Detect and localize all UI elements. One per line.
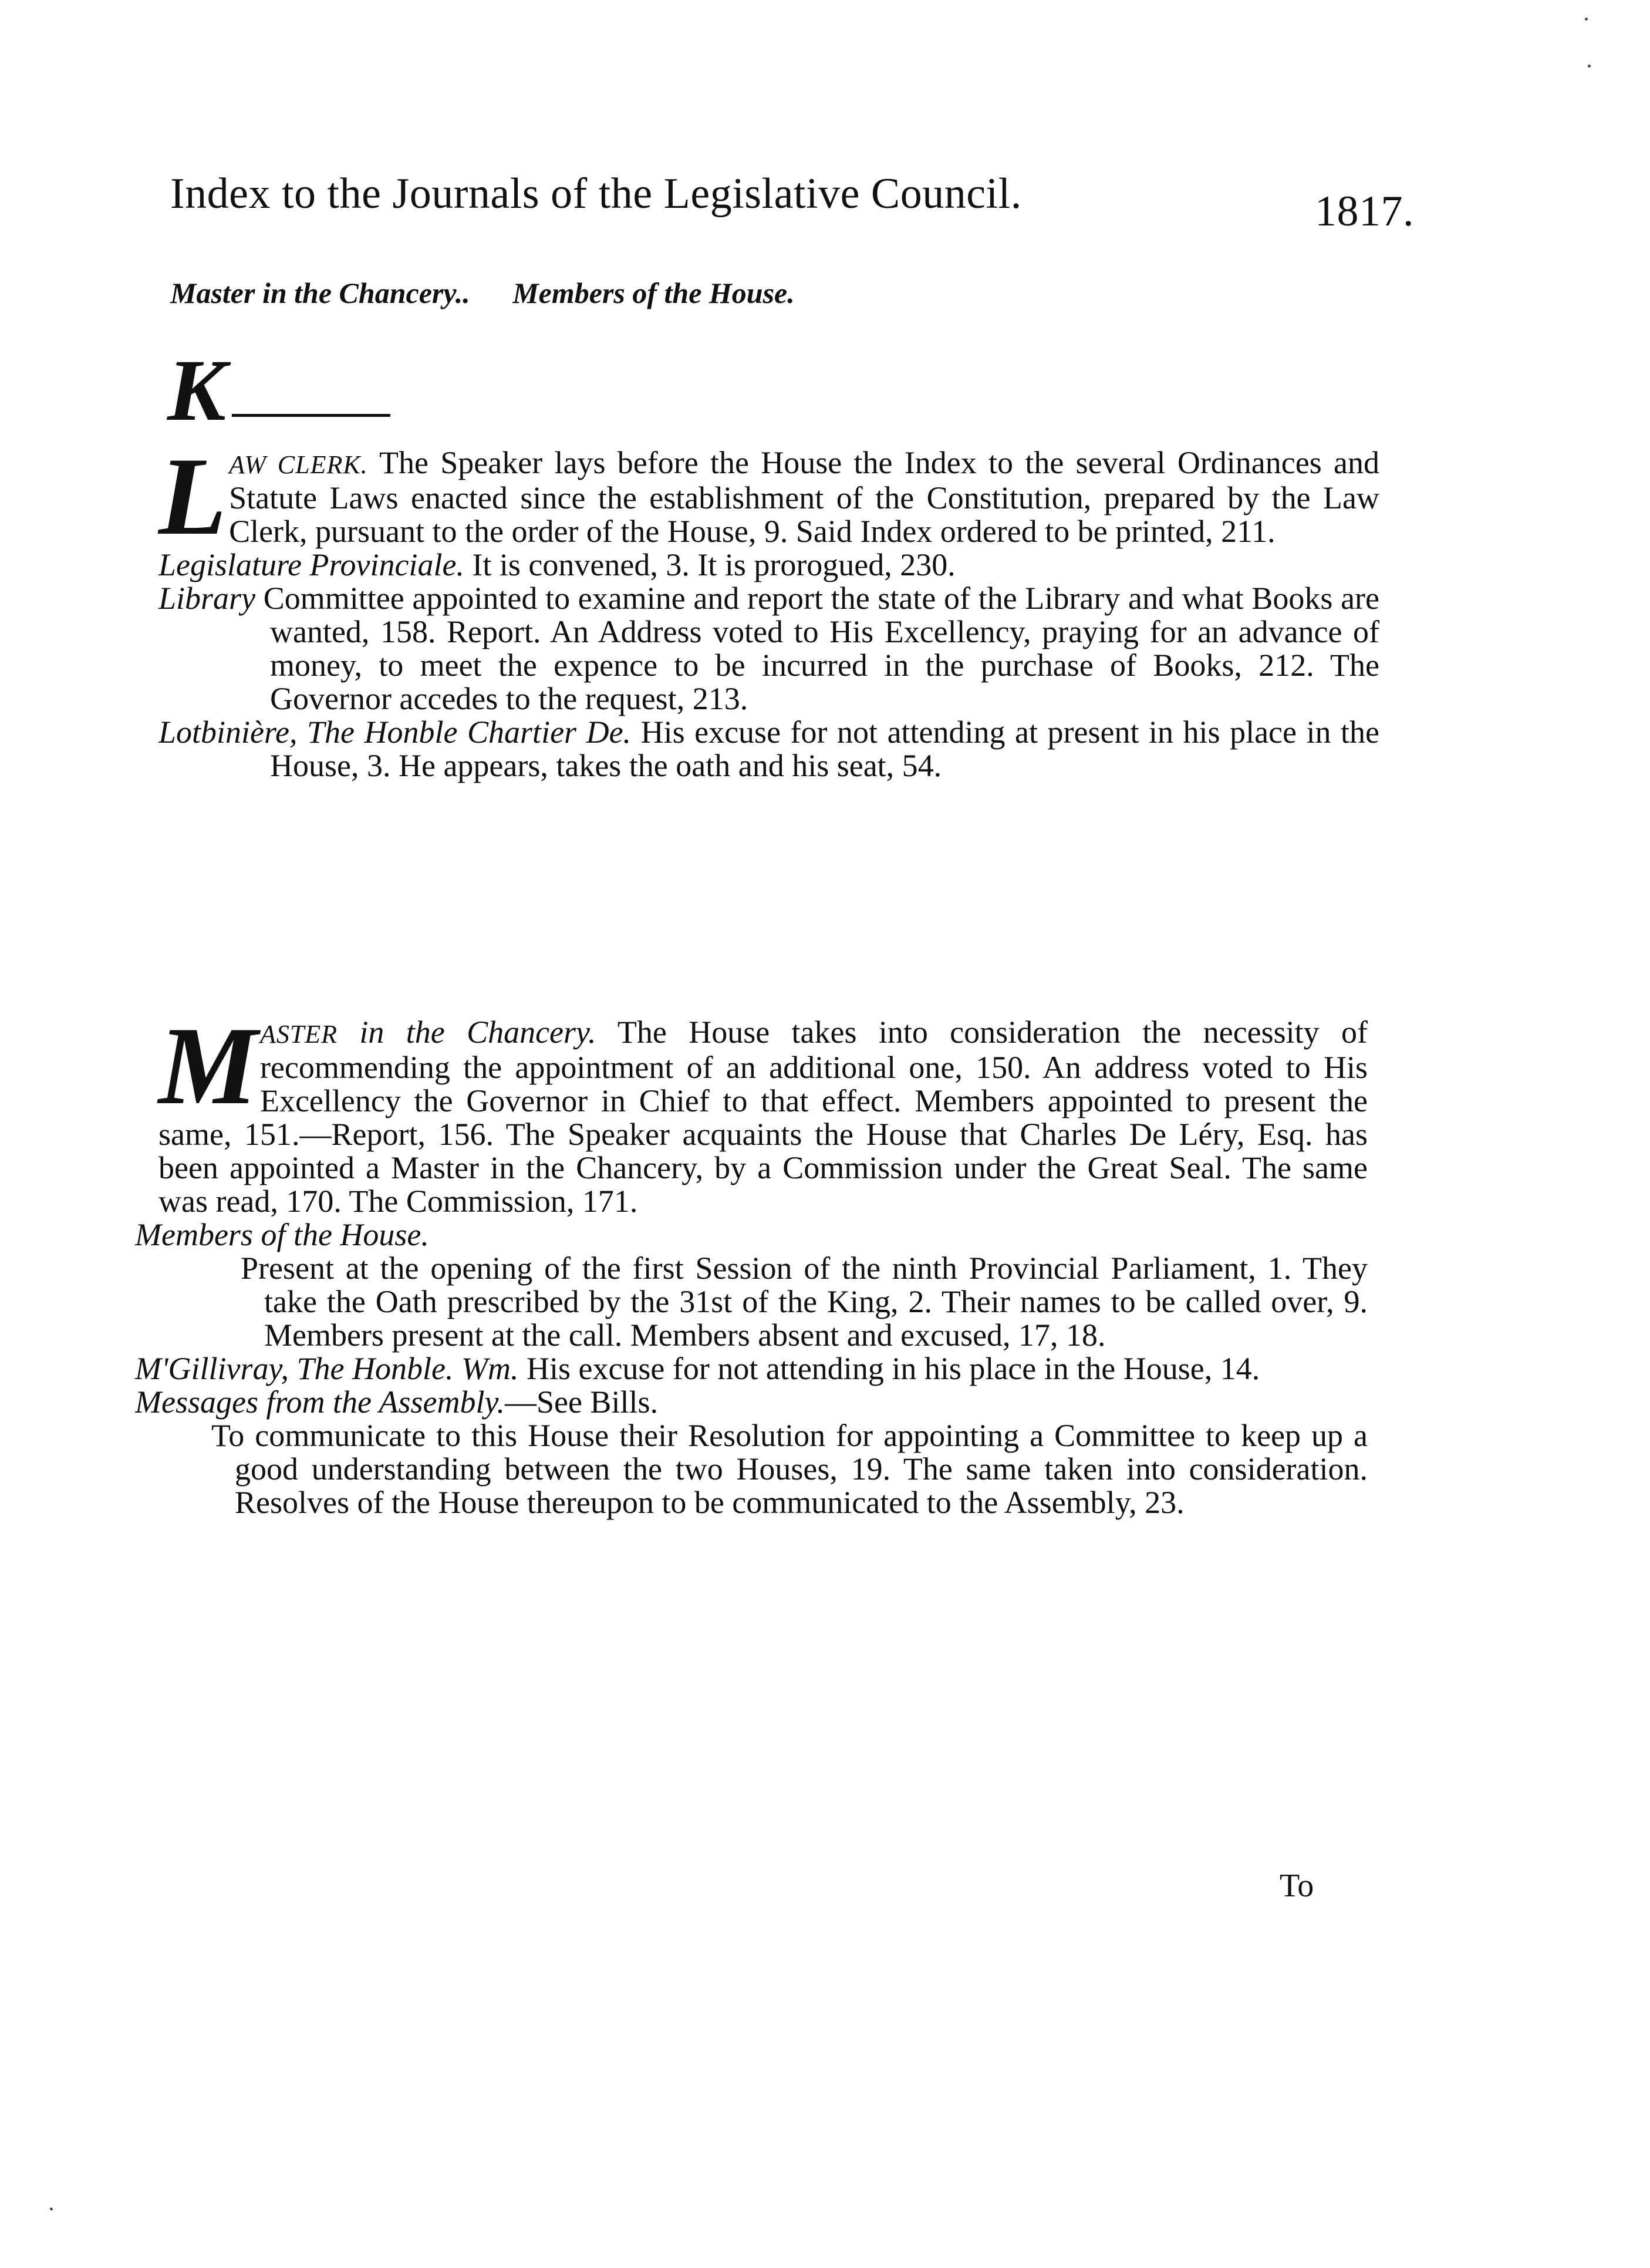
drop-cap-m: M [158,1005,258,1128]
entry-master-chancery [158,1005,1368,1219]
section-m [135,1005,1368,1520]
entry-lotbiniere [158,716,1379,783]
entry-mgillivray [135,1352,1368,1386]
entry-legislature [158,548,1379,582]
entry-text: Committee appointed to examine and report the state of the Library and what Books are wanted, 158. Report. An Address voted to His Excellency, praying for an advance of money, to meet the expence to be incurred in the purchase of Books, 212. The Governor accedes to the request, 213. [263,581,1379,716]
entry-members-present [158,1252,1368,1352]
entry-text: It is convened, 3. It is prorogued, 230. [472,547,956,582]
entry-head: Members of the House. [135,1217,429,1252]
paper-speck [50,2208,53,2210]
entry-head: Library [158,581,256,616]
entry-lead: ASTER [259,1020,338,1049]
entry-text: —See Bills. [504,1384,658,1420]
entry-members-house [135,1218,1368,1252]
section-l [158,435,1379,783]
entry-lead-rest: in the Chancery. [359,1015,596,1050]
running-head [170,276,795,310]
entry-messages-communicate [158,1419,1368,1519]
header-year: 1817. [1315,187,1414,235]
entry-head: Legislature Provinciale. [158,547,464,582]
section-letter-k: K [167,342,227,439]
section-k-rule [232,414,390,417]
entry-head: M'Gillivray, The Honble. Wm. [135,1351,519,1386]
entry-text: The Speaker lays before the House the Index to the several Ordinances and Statute Laws enacted since the establishment of the Constitution, prepared by the Law Clerk, pursuant to the order of the House, 9. Said Index ordered to be printed, 211. [229,445,1379,549]
drop-cap-l: L [158,435,227,558]
entry-head: Lotbinière, The Honble Chartier De. [158,715,632,750]
header-title: Index to the Journals of the Legislative Council. [170,170,1022,218]
entry-text: His excuse for not attending at present in his place in the House, 3. He appears, takes the oath and his seat, 54. [270,715,1379,783]
entry-lead: AW CLERK. [229,450,368,479]
page-header [170,169,1414,235]
entry-library [158,582,1379,716]
entry-head: Messages from the Assembly. [135,1384,505,1420]
running-head-left: Master in the Chancery.. [170,277,470,309]
entry-messages-assembly [135,1386,1368,1419]
entry-text: Present at the opening of the first Session of the ninth Provincial Parliament, 1. They take the Oath prescribed by the 31st of the King, 2. Their names to be called over, 9. Members present at the call. Members absent and excused, 17, 18. [241,1251,1368,1353]
catchword: To [1280,1868,1314,1904]
entry-text: To communicate to this House their Resolution for appointing a Committee to keep up a good understanding between the two Houses, 19. The same taken into consideration. Resolves of the House thereupon to be communicated to the Assembly, 23. [211,1418,1368,1520]
running-head-right: Members of the House. [512,277,795,309]
paper-speck [1585,18,1588,21]
paper-speck [1588,65,1591,68]
entry-text: His excuse for not attending in his place in the House, 14. [526,1351,1260,1386]
entry-law-clerk [158,435,1379,558]
entry-text: The House takes into consideration the necessity of recommending the appointment of an additional one, 150. An address voted to His Excellency the Governor in Chief to that effect. Members appointed to present the same, 151.—Report, 156. The Speaker acquaints the House that Charles De Léry, Esq. has been appointed a Master in the Chancery, by a Commission under the Great Seal. The same was read, 170. The Commission, 171. [158,1015,1368,1219]
